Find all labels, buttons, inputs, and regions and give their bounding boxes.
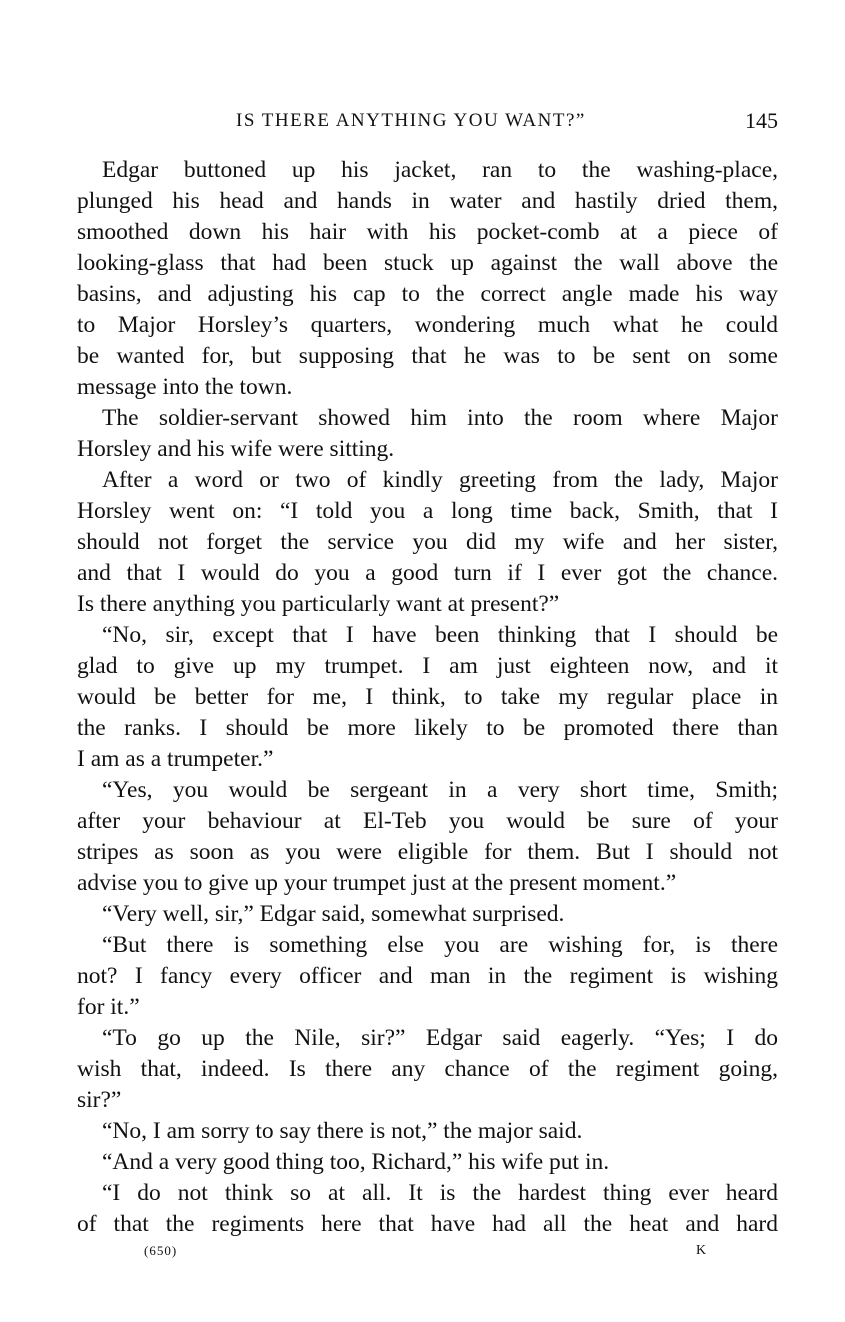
text-line: not? I fancy every officer and man in the regiment is wishing xyxy=(77,963,778,989)
running-header xyxy=(78,106,778,136)
text-line: after your behaviour at El-Teb you would be sure of your xyxy=(77,808,778,834)
text-line: “But there is something else you are wishing for, is there xyxy=(102,932,778,958)
text-line: Horsley and his wife were sitting. xyxy=(77,436,395,462)
text-line: Is there anything you particularly want at present?” xyxy=(77,591,560,617)
running-head-title: IS THERE ANYTHING YOU WANT?” xyxy=(236,110,586,131)
text-line: of that the regiments here that have had all the heat and hard xyxy=(77,1211,778,1237)
signature-letter: K xyxy=(696,1243,707,1258)
text-line: Edgar buttoned up his jacket, ran to the washing-place, xyxy=(102,157,778,183)
text-line: basins, and adjusting his cap to the correct angle made his way xyxy=(77,281,778,307)
text-line: stripes as soon as you were eligible for them. But I should not xyxy=(77,839,778,865)
text-line: for it.” xyxy=(77,994,140,1020)
text-line: After a word or two of kindly greeting from the lady, Major xyxy=(102,467,778,493)
text-line: looking-glass that had been stuck up against the wall above the xyxy=(77,250,778,276)
text-line: smoothed down his hair with his pocket-comb at a piece of xyxy=(77,219,778,245)
text-line: The soldier-servant showed him into the room where Major xyxy=(102,405,778,431)
text-line: “Very well, sir,” Edgar said, somewhat surprised. xyxy=(102,901,565,927)
text-line: plunged his head and hands in water and hastily dried them, xyxy=(77,188,778,214)
text-line: and that I would do you a good turn if I ever got the chance. xyxy=(77,560,778,586)
text-line: the ranks. I should be more likely to be promoted there than xyxy=(77,715,778,741)
text-line: “No, sir, except that I have been thinking that I should be xyxy=(102,622,778,648)
text-line: glad to give up my trumpet. I am just eighteen now, and it xyxy=(77,653,778,679)
text-line: “I do not think so at all. It is the hardest thing ever heard xyxy=(102,1180,778,1206)
text-line: wish that, indeed. Is there any chance of the regiment going, xyxy=(77,1056,778,1082)
text-line: “Yes, you would be sergeant in a very short time, Smith; xyxy=(102,777,778,803)
text-line: be wanted for, but supposing that he was to be sent on some xyxy=(77,343,778,369)
text-line: “To go up the Nile, sir?” Edgar said eagerly. “Yes; I do xyxy=(102,1025,778,1051)
printer-signature-mark: (650) xyxy=(144,1243,178,1258)
text-line: advise you to give up your trumpet just at the present moment.” xyxy=(77,870,677,896)
text-line: “And a very good thing too, Richard,” his wife put in. xyxy=(102,1149,610,1175)
text-line: would be better for me, I think, to take my regular place in xyxy=(77,684,778,710)
page-number: 145 xyxy=(745,108,778,133)
page-footer xyxy=(78,1240,778,1262)
text-line: should not forget the service you did my wife and her sister, xyxy=(77,529,778,555)
text-line: I am as a trumpeter.” xyxy=(77,746,274,772)
text-line: “No, I am sorry to say there is not,” the major said. xyxy=(102,1118,583,1144)
text-line: message into the town. xyxy=(77,374,293,400)
text-line: Horsley went on: “I told you a long time back, Smith, that I xyxy=(77,498,778,524)
text-line: sir?” xyxy=(77,1087,122,1113)
text-line: to Major Horsley’s quarters, wondering much what he could xyxy=(77,312,778,338)
body-text xyxy=(77,155,778,1240)
